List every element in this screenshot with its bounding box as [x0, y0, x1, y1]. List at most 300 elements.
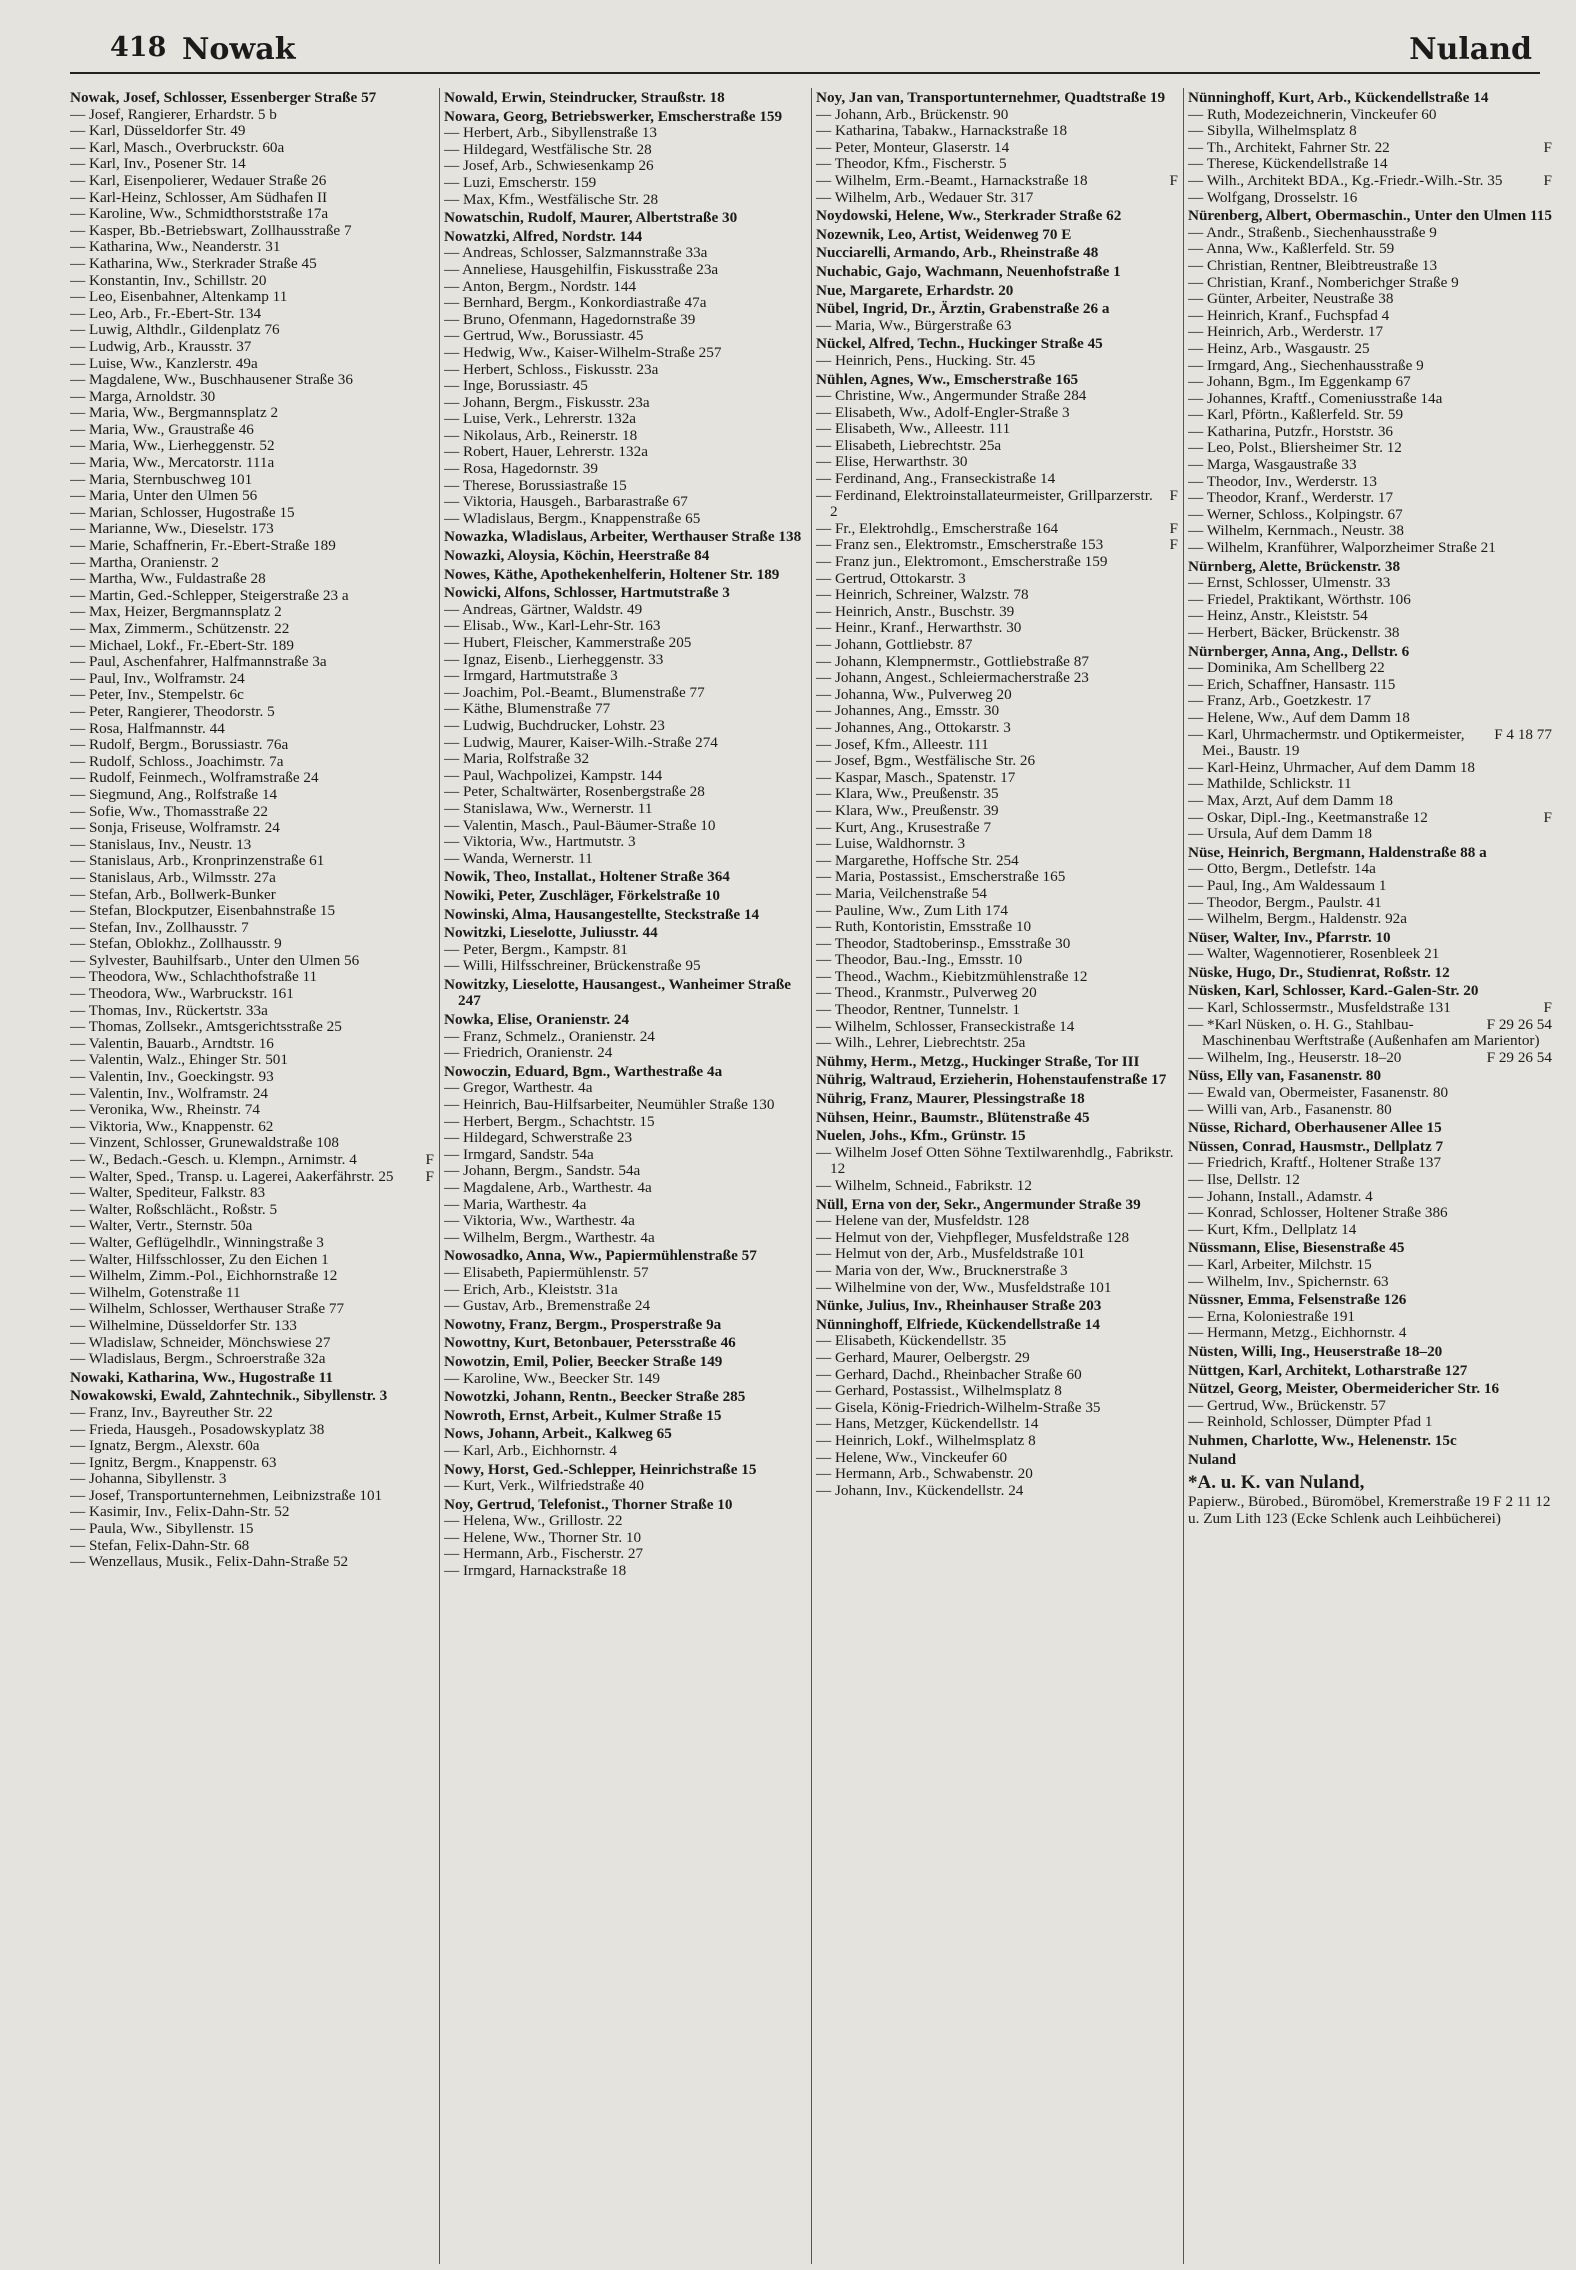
advertisement-body: Papierw., Bürobed., Büromöbel, Kremerstraße 19 F 2 11 12 u. Zum Lith 123 (Ecke Schlenk auch Leihbücherei)	[1188, 1493, 1551, 1527]
entry-text: — Andr., Straßenb., Siechenhausstraße 9	[1188, 223, 1437, 241]
directory-entry	[816, 903, 1178, 920]
directory-entry-head	[816, 301, 1178, 318]
directory-entry-head	[444, 1248, 806, 1265]
directory-entry	[444, 1298, 806, 1315]
entry-text: — Otto, Bergm., Detlefstr. 14a	[1188, 860, 1376, 878]
directory-entry	[70, 1488, 434, 1505]
directory-entry	[816, 1145, 1178, 1178]
entry-text: — Karoline, Ww., Schmidthorststraße 17a	[70, 205, 329, 223]
directory-entry	[1188, 625, 1552, 642]
directory-entry	[444, 1114, 806, 1131]
entry-text: — Valentin, Bauarb., Arndtstr. 16	[70, 1034, 274, 1052]
directory-entry	[70, 322, 434, 339]
directory-entry	[1188, 911, 1552, 928]
entry-text: Nüll, Erna von der, Sekr., Angermunder Straße 39	[816, 1195, 1141, 1213]
entry-text: — Klara, Ww., Preußenstr. 35	[816, 785, 999, 803]
directory-entry	[444, 834, 806, 851]
entry-text: — Karl-Heinz, Schlosser, Am Südhafen II	[70, 188, 328, 206]
entry-text: — Wladislaus, Bergm., Knappenstraße 65	[444, 509, 701, 527]
entry-text: — Siegmund, Ang., Rolfstraße 14	[70, 785, 278, 803]
directory-entry-head	[444, 567, 806, 584]
directory-entry	[444, 125, 806, 142]
entry-text: — Gisela, König-Friedrich-Wilhelm-Straße 35	[816, 1398, 1101, 1416]
entry-text: — Ferdinand, Elektroinstallateurmeister, Grillparzerstr. 2	[816, 486, 1153, 521]
entry-text: — Sibylla, Wilhelmsplatz 8	[1188, 122, 1357, 140]
entry-text: — Wladislaus, Bergm., Schroerstraße 32a	[70, 1350, 326, 1368]
directory-entry	[70, 1538, 434, 1555]
directory-entry	[816, 919, 1178, 936]
directory-entry-head	[1188, 1240, 1552, 1257]
entry-text: — Johannes, Ang., Ottokarstr. 3	[816, 718, 1011, 736]
directory-entry	[1188, 291, 1552, 308]
directory-entry	[444, 175, 806, 192]
directory-entry	[70, 1405, 434, 1422]
entry-text: — Wilhelm, Zimm.-Pol., Eichhornstraße 12	[70, 1267, 338, 1285]
directory-entry	[444, 1080, 806, 1097]
directory-entry	[816, 786, 1178, 803]
entry-text: — Maria, Ww., Graustraße 46	[70, 420, 254, 438]
entry-text: — Ursula, Auf dem Damm 18	[1188, 825, 1372, 843]
directory-entry-head	[444, 529, 806, 546]
directory-entry	[816, 587, 1178, 604]
directory-entry	[70, 239, 434, 256]
directory-entry-head	[1188, 90, 1552, 107]
directory-entry	[70, 438, 434, 455]
directory-entry	[444, 1546, 806, 1563]
directory-entry	[1188, 258, 1552, 275]
entry-text: — Irmgard, Ang., Siechenhausstraße 9	[1188, 356, 1424, 374]
entry-text: — Wilhelm, Bergm., Haldenstr. 92a	[1188, 910, 1408, 928]
entry-text: Nowotzin, Emil, Polier, Beecker Straße 149	[444, 1352, 723, 1370]
directory-entry	[816, 737, 1178, 754]
directory-entry	[1188, 1414, 1552, 1431]
directory-entry	[444, 685, 806, 702]
entry-text: — Stefan, Felix-Dahn-Str. 68	[70, 1536, 250, 1554]
directory-entry	[1188, 878, 1552, 895]
directory-entry	[70, 936, 434, 953]
entry-text: — Valentin, Inv., Goeckingstr. 93	[70, 1068, 274, 1086]
entry-text: Noy, Jan van, Transportunternehmer, Quadtstraße 19	[816, 89, 1166, 106]
directory-entry	[816, 1450, 1178, 1467]
entry-text: — Anneliese, Hausgehilfin, Fiskusstraße 23a	[444, 260, 719, 278]
directory-entry	[444, 1371, 806, 1388]
directory-entry	[816, 853, 1178, 870]
entry-text: Nühsen, Heinr., Baumstr., Blütenstraße 45	[816, 1108, 1090, 1126]
directory-entry	[444, 158, 806, 175]
entry-text: — Luise, Verk., Lehrerstr. 132a	[444, 410, 637, 428]
directory-entry	[70, 1455, 434, 1472]
directory-entry	[1188, 760, 1552, 777]
directory-entry	[1188, 140, 1552, 157]
entry-text: — Wilh., Lehrer, Liebrechtstr. 25a	[816, 1034, 1026, 1052]
entry-text: — Ruth, Kontoristin, Emsstraße 10	[816, 918, 1032, 936]
column-1	[70, 88, 434, 2264]
directory-entry	[1188, 575, 1552, 592]
entry-text: — Karl, Arb., Eichhornstr. 4	[444, 1441, 617, 1459]
directory-entry-head	[444, 888, 806, 905]
entry-text: — Johann, Bergm., Fiskusstr. 23a	[444, 393, 650, 411]
entry-text: — Rudolf, Feinmech., Wolframstraße 24	[70, 769, 319, 787]
directory-entry-head	[444, 210, 806, 227]
directory-entry	[816, 1002, 1178, 1019]
directory-entry	[1188, 107, 1552, 124]
entry-text: — Wilhelm, Schneid., Fabrikstr. 12	[816, 1177, 1032, 1194]
entry-text: Nuhmen, Charlotte, Ww., Helenenstr. 15c	[1188, 1431, 1457, 1449]
entry-text: — Andreas, Gärtner, Waldstr. 49	[444, 600, 643, 618]
entry-text: — Luzi, Emscherstr. 159	[444, 173, 597, 191]
entry-text: — Karl, Inv., Posener Str. 14	[70, 155, 246, 173]
entry-text: Nowottny, Kurt, Betonbauer, Petersstraße 46	[444, 1334, 736, 1352]
directory-entry	[816, 190, 1178, 207]
directory-entry	[444, 1163, 806, 1180]
entry-text: Nowosadko, Anna, Ww., Papiermühlenstraße 57	[444, 1247, 757, 1265]
directory-entry	[1188, 861, 1552, 878]
entry-text: — Mathilde, Schlickstr. 11	[1188, 775, 1352, 793]
entry-text: Nowatschin, Rudolf, Maurer, Albertstraße 30	[444, 209, 738, 227]
directory-entry	[70, 1119, 434, 1136]
entry-text: — Walter, Spediteur, Falkstr. 83	[70, 1184, 266, 1202]
directory-entry	[70, 953, 434, 970]
entry-text: Nue, Margarete, Erhardstr. 20	[816, 281, 1014, 299]
directory-entry	[816, 869, 1178, 886]
directory-entry	[444, 958, 806, 975]
directory-entry	[444, 1443, 806, 1460]
directory-entry-head	[444, 1064, 806, 1081]
entry-text: — Johanna, Sibyllenstr. 3	[70, 1470, 227, 1488]
directory-entry	[444, 1265, 806, 1282]
entry-text: — Marie, Schaffnerin, Fr.-Ebert-Straße 189	[70, 537, 336, 555]
directory-entry	[816, 985, 1178, 1002]
directory-entry	[444, 602, 806, 619]
column-3	[816, 88, 1178, 2264]
directory-entry	[70, 721, 434, 738]
directory-entry	[1188, 592, 1552, 609]
entry-text: — Elisabeth, Liebrechtstr. 25a	[816, 436, 1002, 454]
directory-entry	[1188, 190, 1552, 207]
directory-entry	[816, 173, 1178, 190]
directory-entry-head	[816, 1072, 1178, 1089]
entry-text: — Gerhard, Maurer, Oelbergstr. 29	[816, 1348, 1030, 1366]
directory-entry	[70, 538, 434, 555]
entry-text: — Marga, Arnoldstr. 30	[70, 387, 216, 405]
directory-entry-head	[816, 1298, 1178, 1315]
page-number: 418	[110, 32, 167, 63]
directory-entry-head	[816, 245, 1178, 262]
entry-text: — Nikolaus, Arb., Reinerstr. 18	[444, 426, 638, 444]
directory-entry	[444, 295, 806, 312]
entry-text: — Katharina, Ww., Sterkrader Straße 45	[70, 254, 317, 272]
column-divider	[1183, 88, 1184, 2264]
entry-text: Nuelen, Johs., Kfm., Grünstr. 15	[816, 1127, 1026, 1145]
entry-text: — Wilhelm, Erm.-Beamt., Harnackstraße 18	[816, 171, 1088, 189]
directory-entry	[816, 687, 1178, 704]
directory-entry-head	[1188, 1292, 1552, 1309]
directory-entry	[816, 753, 1178, 770]
entry-text: — Elisabeth, Papiermühlenstr. 57	[444, 1263, 649, 1281]
entry-text: — Heinrich, Bau-Hilfsarbeiter, Neumühler Straße 130	[444, 1096, 775, 1114]
entry-text: Nowinski, Alma, Hausangestellte, Steckstraße 14	[444, 905, 760, 923]
directory-entry-head	[444, 548, 806, 565]
entry-text: — Wilh., Architekt BDA., Kg.-Friedr.-Wilh.-Str. 35	[1188, 171, 1503, 189]
entry-text: — Sylvester, Bauhilfsarb., Unter den Ulmen 56	[70, 951, 360, 969]
directory-entry-head	[444, 585, 806, 602]
entry-text: — Reinhold, Schlosser, Dümpter Pfad 1	[1188, 1413, 1433, 1431]
entry-text: — Johann, Bgm., Im Eggenkamp 67	[1188, 373, 1411, 391]
directory-entry	[444, 1513, 806, 1530]
entry-text: — Irmgard, Hartmutstraße 3	[444, 667, 618, 685]
entry-text: — Hubert, Fleischer, Kammerstraße 205	[444, 634, 692, 651]
entry-text: — Helmut von der, Viehpfleger, Musfeldstraße 128	[816, 1228, 1130, 1246]
entry-text: — Dominika, Am Schellberg 22	[1188, 659, 1385, 677]
entry-text: — Walter, Wagennotierer, Rosenbleek 21	[1188, 945, 1440, 963]
entry-text: Nowaki, Katharina, Ww., Hugostraße 11	[70, 1368, 333, 1386]
directory-entry	[1188, 374, 1552, 391]
directory-entry	[70, 1422, 434, 1439]
entry-text: — Christian, Rentner, Bleibtreustraße 13	[1188, 256, 1438, 274]
entry-text: — Max, Arzt, Auf dem Damm 18	[1188, 791, 1394, 809]
directory-entry	[816, 388, 1178, 405]
entry-text: — Ludwig, Arb., Krausstr. 37	[70, 337, 252, 355]
entry-text: — Karl, Masch., Overbruckstr. 60a	[70, 138, 285, 156]
directory-entry	[816, 604, 1178, 621]
entry-text: — Karl, Eisenpolierer, Wedauer Straße 26	[70, 171, 327, 189]
entry-text: — Hermann, Arb., Schwabenstr. 20	[816, 1465, 1033, 1483]
column-divider	[811, 88, 812, 2264]
entry-text: — Werner, Schloss., Kolpingstr. 67	[1188, 505, 1403, 523]
directory-entry	[816, 318, 1178, 335]
directory-entry	[70, 870, 434, 887]
entry-text: — Konstantin, Inv., Schillstr. 20	[70, 271, 267, 289]
directory-entry	[70, 588, 434, 605]
directory-entry	[1188, 540, 1552, 557]
directory-entry	[444, 1029, 806, 1046]
directory-entry	[816, 554, 1178, 571]
entry-text: — Rosa, Hagedornstr. 39	[444, 460, 598, 478]
entry-text: — Wilhelm, Inv., Spichernstr. 63	[1188, 1272, 1389, 1290]
entry-text: — Marianne, Ww., Dieselstr. 173	[70, 520, 274, 538]
entry-text: Nüssmann, Elise, Biesenstraße 45	[1188, 1239, 1405, 1257]
directory-entry-head	[816, 372, 1178, 389]
directory-entry	[70, 389, 434, 406]
entry-text: Nüttgen, Karl, Architekt, Lotharstraße 127	[1188, 1361, 1468, 1379]
phone-marker: F 4 18 77	[1494, 725, 1552, 743]
directory-entry	[816, 571, 1178, 588]
entry-text: Nüsken, Karl, Schlosser, Kard.-Galen-Str. 20	[1188, 982, 1479, 1000]
directory-entry	[70, 1285, 434, 1302]
directory-entry-head	[1188, 930, 1552, 947]
directory-entry	[816, 620, 1178, 637]
directory-entry	[816, 471, 1178, 488]
directory-entry	[816, 1383, 1178, 1400]
directory-entry	[70, 1471, 434, 1488]
directory-entry	[444, 262, 806, 279]
directory-entry	[816, 537, 1178, 554]
directory-entry-head	[816, 1317, 1178, 1334]
directory-entry	[444, 942, 806, 959]
entry-text: — Johann, Klempnermstr., Gottliebstraße 87	[816, 652, 1089, 670]
directory-entry-head	[70, 1388, 434, 1405]
directory-entry	[70, 306, 434, 323]
entry-text: — Hildegard, Westfälische Str. 28	[444, 140, 652, 158]
entry-text: Nowicki, Alfons, Schlosser, Hartmutstraße 3	[444, 584, 730, 602]
entry-text: — Johann, Bergm., Sandstr. 54a	[444, 1162, 641, 1180]
entry-text: Nürnberg, Alette, Brückenstr. 38	[1188, 557, 1401, 575]
directory-entry-head	[1188, 1452, 1552, 1469]
directory-entry	[70, 256, 434, 273]
phone-marker: F	[1543, 808, 1552, 826]
directory-entry	[444, 768, 806, 785]
directory-entry	[1188, 660, 1552, 677]
directory-entry	[1188, 1050, 1552, 1067]
entry-text: — Karl, Arbeiter, Milchstr. 15	[1188, 1255, 1372, 1273]
entry-text: Nünninghoff, Kurt, Arb., Kückendellstraße 14	[1188, 89, 1489, 106]
entry-text: — Josef, Arb., Schwiesenkamp 26	[444, 157, 654, 175]
directory-entry	[1188, 810, 1552, 827]
entry-text: — Luise, Ww., Kanzlerstr. 49a	[70, 354, 258, 372]
entry-text: — Kasimir, Inv., Felix-Dahn-Str. 52	[70, 1503, 290, 1521]
entry-text: — Theodor, Stadtoberinsp., Emsstraße 30	[816, 934, 1071, 952]
entry-text: — Magdalene, Arb., Warthestr. 4a	[444, 1179, 652, 1196]
entry-text: — Max, Heizer, Bergmannsplatz 2	[70, 603, 282, 621]
entry-text: — Karoline, Ww., Beecker Str. 149	[444, 1369, 660, 1387]
header-right-name: Nuland	[1409, 32, 1532, 67]
entry-text: Nowazki, Aloysia, Köchin, Heerstraße 84	[444, 547, 710, 565]
directory-entry-head	[444, 977, 806, 1010]
entry-text: — Konrad, Schlosser, Holtener Straße 386	[1188, 1204, 1448, 1222]
phone-marker: F	[425, 1167, 434, 1185]
column-2	[444, 88, 806, 2264]
directory-entry	[816, 353, 1178, 370]
directory-entry	[816, 1019, 1178, 1036]
directory-entry	[444, 1180, 806, 1197]
directory-entry	[1188, 490, 1552, 507]
entry-text: — Magdalene, Ww., Buschhausener Straße 36	[70, 371, 353, 389]
entry-text: — Paul, Inv., Wolframstr. 24	[70, 669, 245, 687]
entry-text: — Maria, Unter den Ulmen 56	[70, 487, 258, 505]
directory-entry	[444, 328, 806, 345]
directory-entry	[816, 1246, 1178, 1263]
directory-entry	[1188, 358, 1552, 375]
directory-entry	[1188, 793, 1552, 810]
advertisement-title: *A. u. K. van Nuland,	[1188, 1472, 1365, 1494]
entry-text: — Heinrich, Pens., Hucking. Str. 45	[816, 351, 1036, 369]
column-4	[1188, 88, 1552, 2264]
directory-entry	[70, 1554, 434, 1571]
directory-entry-head	[444, 1408, 806, 1425]
directory-entry	[1188, 608, 1552, 625]
entry-text: — Erich, Schaffner, Hansastr. 115	[1188, 675, 1396, 693]
directory-entry	[70, 472, 434, 489]
entry-text: — Wenzellaus, Musik., Felix-Dahn-Straße 52	[70, 1553, 349, 1571]
entry-text: — Herbert, Bäcker, Brückenstr. 38	[1188, 624, 1400, 641]
entry-text: — Theodor, Rentner, Tunnelstr. 1	[816, 1001, 1020, 1019]
entry-text: — Wilhelm, Arb., Wedauer Str. 317	[816, 188, 1034, 206]
entry-text: — Valentin, Walz., Ehinger Str. 501	[70, 1051, 288, 1069]
directory-entry	[816, 454, 1178, 471]
entry-text: Nozewnik, Leo, Artist, Weidenweg 70 E	[816, 225, 1072, 243]
entry-text: — Fr., Elektrohdlg., Emscherstraße 164	[816, 519, 1059, 537]
directory-entry-head	[444, 109, 806, 126]
directory-entry	[816, 107, 1178, 124]
directory-entry	[70, 787, 434, 804]
entry-text: Nowald, Erwin, Steindrucker, Straußstr. 18	[444, 89, 725, 106]
entry-text: — Andreas, Schlosser, Salzmannstraße 33a	[444, 244, 708, 262]
directory-entry	[1188, 1172, 1552, 1189]
entry-text: — Gregor, Warthestr. 4a	[444, 1079, 593, 1097]
entry-text: Nützel, Georg, Meister, Obermeidericher Str. 16	[1188, 1380, 1500, 1398]
entry-text: — Hermann, Arb., Fischerstr. 27	[444, 1545, 644, 1563]
directory-entry-head	[70, 1370, 434, 1387]
directory-entry	[1188, 474, 1552, 491]
entry-text: — Walter, Hilfsschlosser, Zu den Eichen 1	[70, 1250, 329, 1268]
entry-text: — Vinzent, Schlosser, Grunewaldstraße 108	[70, 1134, 339, 1152]
entry-text: — Franz, Inv., Bayreuther Str. 22	[70, 1403, 273, 1421]
entry-text: — Maria, Warthestr. 4a	[444, 1195, 587, 1213]
entry-text: — Leo, Eisenbahner, Altenkamp 11	[70, 288, 288, 306]
phone-marker: F	[1169, 536, 1178, 554]
entry-text: — Gertrud, Ww., Borussiastr. 45	[444, 327, 644, 345]
entry-text: — Heinrich, Anstr., Buschstr. 39	[816, 602, 1015, 620]
directory-entry-head	[816, 227, 1178, 244]
phone-marker: F 29 26 54	[1486, 1048, 1552, 1066]
directory-entry	[70, 820, 434, 837]
directory-entry	[444, 362, 806, 379]
entry-text: Nuland	[1188, 1450, 1237, 1468]
entry-text: — Erich, Arb., Kleiststr. 31a	[444, 1280, 618, 1298]
directory-entry	[444, 411, 806, 428]
entry-text: — Gustav, Arb., Bremenstraße 24	[444, 1297, 651, 1315]
directory-entry	[1188, 275, 1552, 292]
directory-entry	[70, 853, 434, 870]
entry-text: — Wilhelm, Kranführer, Walporzheimer Straße 21	[1188, 539, 1496, 557]
directory-entry	[816, 770, 1178, 787]
directory-entry	[1188, 776, 1552, 793]
directory-entry	[70, 1185, 434, 1202]
directory-entry	[1188, 324, 1552, 341]
directory-entry	[816, 1433, 1178, 1450]
entry-text: — Stefan, Oblokhz., Zollhausstr. 9	[70, 935, 282, 953]
directory-entry	[444, 1230, 806, 1247]
entry-text: — Kaspar, Masch., Spatenstr. 17	[816, 768, 1016, 786]
directory-entry	[444, 801, 806, 818]
phone-marker: F	[1543, 138, 1552, 156]
directory-entry	[70, 837, 434, 854]
entry-text: Nuchabic, Gajo, Wachmann, Neuenhofstraße 1	[816, 262, 1121, 280]
entry-text: Nowoczin, Eduard, Bgm., Warthestraße 4a	[444, 1062, 723, 1080]
entry-text: — Anton, Bergm., Nordstr. 144	[444, 277, 637, 295]
entry-text: — Maria, Ww., Mercatorstr. 111a	[70, 454, 275, 472]
entry-text: — Wilhelm, Kernmach., Neustr. 38	[1188, 522, 1404, 540]
directory-entry	[444, 701, 806, 718]
directory-entry	[70, 887, 434, 904]
entry-text: — Theodor, Inv., Werderstr. 13	[1188, 472, 1377, 490]
directory-entry-head	[1188, 1433, 1552, 1450]
directory-entry	[70, 1252, 434, 1269]
entry-text: Nünninghoff, Elfriede, Kückendellstraße 14	[816, 1315, 1100, 1333]
directory-entry	[70, 173, 434, 190]
directory-entry	[816, 720, 1178, 737]
directory-entry-head	[444, 925, 806, 942]
entry-text: Nüsten, Willi, Ing., Heuserstraße 18–20	[1188, 1342, 1443, 1360]
directory-entry	[444, 142, 806, 159]
entry-text: — Irmgard, Sandstr. 54a	[444, 1145, 594, 1163]
directory-entry	[444, 511, 806, 528]
entry-text: — Stefan, Blockputzer, Eisenbahnstraße 15	[70, 902, 336, 920]
entry-text: — Herbert, Schloss., Fiskusstr. 23a	[444, 360, 659, 378]
entry-text: — Frieda, Hausgeh., Posadowskyplatz 38	[70, 1420, 325, 1438]
directory-entry	[816, 1367, 1178, 1384]
entry-text: — Karl, Pförtn., Kaßlerfeld. Str. 59	[1188, 406, 1404, 424]
